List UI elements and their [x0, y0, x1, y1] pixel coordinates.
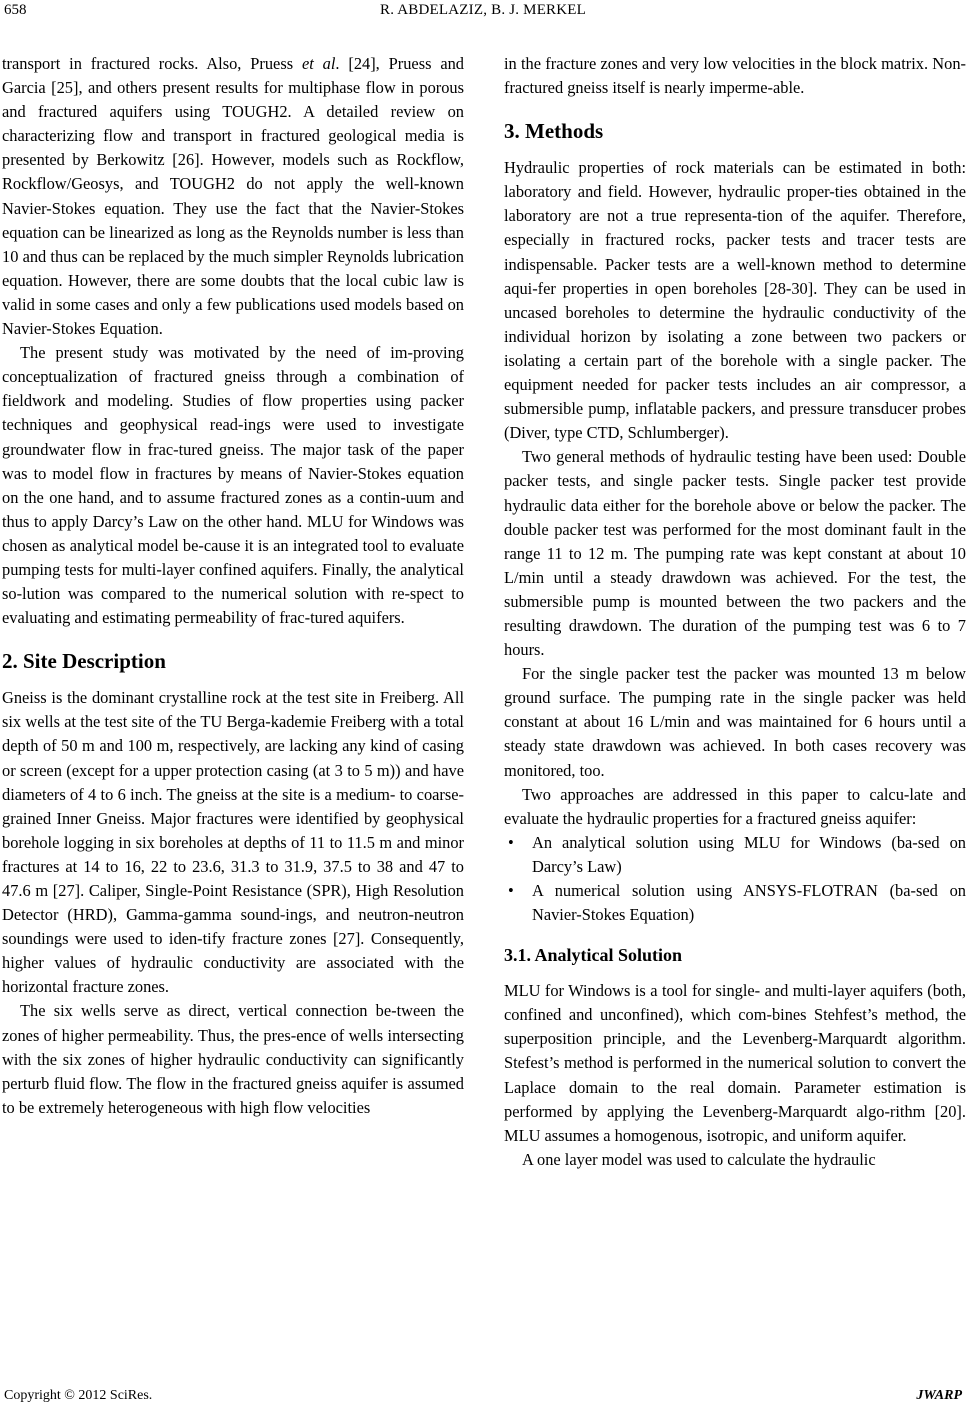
paragraph-transport	[2, 52, 464, 341]
paragraph-transport-rest: . [24], Pruess and Garcia [25], and others present results for multiphase flow in porous and fractured aquifers using TOUGH2. A detailed review on characterizing flow and transport in fractured geological media is presented by Berkowitz [26]. However, models such as Rockflow, Rockflow/Geosys, and TOUGH2 do not apply the well-known Navier-Stokes equation. They use the fact that the Navier-Stokes equation can be linearized as long as the Reynolds number is less than 10 and thus can be replaced by the much simpler Reynolds lubrication equation. However, there are some doubts that the local cubic law is valid in some cases and only a few publications used models based on Navier-Stokes Equation.	[2, 54, 464, 339]
list-item-text: A numerical solution using ANSYS-FLOTRAN (ba-sed on Navier-Stokes Equation)	[532, 881, 966, 925]
paragraph-mlu: MLU for Windows is a tool for single- and multi-layer aquifers (both, confined and unconfined), which com-bines Stehfest’s method, the superposition principle, and the Levenberg-Marquardt algorithm. Stefest’s method is performed in the numerical solution to convert the Laplace domain to the real domain. Parameter estimation is performed by applying the Levenberg-Marquardt algo-rithm [20]. MLU assumes a homogenous, isotropic, and uniform aquifer.	[504, 981, 966, 1145]
paragraph-six-wells: The six wells serve as direct, vertical connection be-tween the zones of higher permeability. Thus, the pres-ence of wells intersecting with the six zones of higher hydraulic conductivity can significantly perturb fluid flow. The flow in the fractured gneiss aquifer is assumed to be extremely heterogeneous with high flow velocities	[2, 1001, 464, 1117]
paragraph-single-packer: For the single packer test the packer was mounted 13 m below ground surface. The pumping rate in the single packer was held constant at about 16 L/min and was maintained for 6 hours until a steady state drawdown was achieved. In both cases recovery was monitored, too.	[504, 664, 966, 780]
paragraph-motivation: The present study was motivated by the need of im-proving conceptualization of fractured gneiss through a combination of fieldwork and modeling. Studies of flow properties using packer techniques and geophysical read-ings were used to investigate groundwater flow in frac-tured gneiss. The major task of the paper was to model flow in fractures by means of Navier-Stokes equation on the one hand, and to assume fractured zones as a contin-uum and thus to apply Darcy’s Law on the other hand. MLU for Windows was chosen as analytical model be-cause it is an integrated tool to evaluate pumping tests for multi-layer confined aquifers. Finally, the analytical so-lution was compared to the numerical solution with re-spect to evaluating and estimating permeability of frac-tured aquifers.	[2, 343, 464, 628]
left-column	[2, 52, 464, 1120]
right-column	[504, 52, 966, 1172]
paragraph-fracture-zones: in the fracture zones and very low velocities in the block matrix. Non-fractured gneiss itself is nearly imperme-able.	[504, 54, 966, 98]
paragraph-one-layer-model: A one layer model was used to calculate the hydraulic	[522, 1149, 876, 1169]
bullet-icon: •	[508, 881, 514, 900]
paragraph-hydraulic-properties: Hydraulic properties of rock materials can be estimated in both: laboratory and field. However, hydraulic proper-ties obtained in the laboratory are not a true representa-tion of the aquifer. Therefore, especially in fractured rocks, packer tests and tracer tests are indispensable. Packer tests are a well-known method to determine aqui-fer properties in open boreholes [28-30]. They can be used in uncased boreholes to determine the hydraulic conductivity of the individual horizon by isolating a zone between two packers or isolating a certain part of the borehole with a single packer. The equipment needed for packer tests includes an air compressor, a submersible pump, inflatable packers, and pressure transducer probes (Diver, type CTD, Schlumberger).	[504, 158, 966, 443]
section-heading-site-description: 2. Site Description	[2, 649, 166, 674]
page-number: 658	[4, 2, 27, 18]
approaches-list	[504, 831, 966, 927]
subsection-heading-analytical-solution: 3.1. Analytical Solution	[504, 945, 683, 966]
list-item	[504, 879, 966, 927]
paragraph-gneiss: Gneiss is the dominant crystalline rock at the test site in Freiberg. All six wells at the test site of the TU Berga-kademie Freiberg with a total depth of 50 m and 100 m, respectively, are lacking any kind of casing or screen (except for a upper protection casing (at 3 to 5 m)) and have diameters of 4 to 6 inch. The gneiss at the site is a medium- to coarse-grained Inner Gneiss. Major fractures were identified by geophysical borehole logging in six boreholes at depths of 11 to 11.5 m and minor fractures at 14 to 16, 22 to 23.6, 31.3 to 31.9, 37.5 to 38 and 47 to 47.6 m [27]. Caliper, Single-Point Resistance (SPR), High Resolution Detector (HRD), Gamma-gamma sound-ings, and neutron-neutron soundings were used to iden-tify fracture zones [27]. Consequently, higher values of hydraulic conductivity are associated with the horizontal fracture zones.	[2, 688, 464, 997]
paragraph-transport-start: transport in fractured rocks. Also, Pruess	[2, 54, 302, 73]
et-al-text: et al	[301, 54, 336, 73]
paragraph-two-approaches: Two approaches are addressed in this paper to calcu-late and evaluate the hydraulic properties for a fractured gneiss aquifer:	[504, 784, 966, 828]
paragraph-two-methods: Two general methods of hydraulic testing have been used: Double packer tests, and single packer tests. Single packer test provide hydraulic data either for the borehole above or below the packer. The double packer test was performed for the most dominant fault in the range 11 to 12 m. The pumping rate was kept constant at about 10 L/min until a steady drawdown was achieved. For the test, the submersible pump is mounted between the two packers and the resulting drawdown. The duration of the pumping test was 6 to 7 hours.	[504, 447, 966, 660]
footer-copyright: Copyright © 2012 SciRes.	[4, 1388, 153, 1403]
section-heading-methods: 3. Methods	[504, 119, 604, 144]
bullet-icon: •	[508, 832, 514, 852]
list-item-text: An analytical solution using MLU for Windows (ba-sed on Darcy’s Law)	[532, 832, 966, 876]
list-item	[504, 831, 966, 879]
running-header	[0, 0, 966, 24]
footer-journal: JWARP	[916, 1388, 962, 1403]
page-footer	[0, 1386, 966, 1410]
header-authors: R. ABDELAZIZ, B. J. MERKEL	[379, 2, 587, 18]
